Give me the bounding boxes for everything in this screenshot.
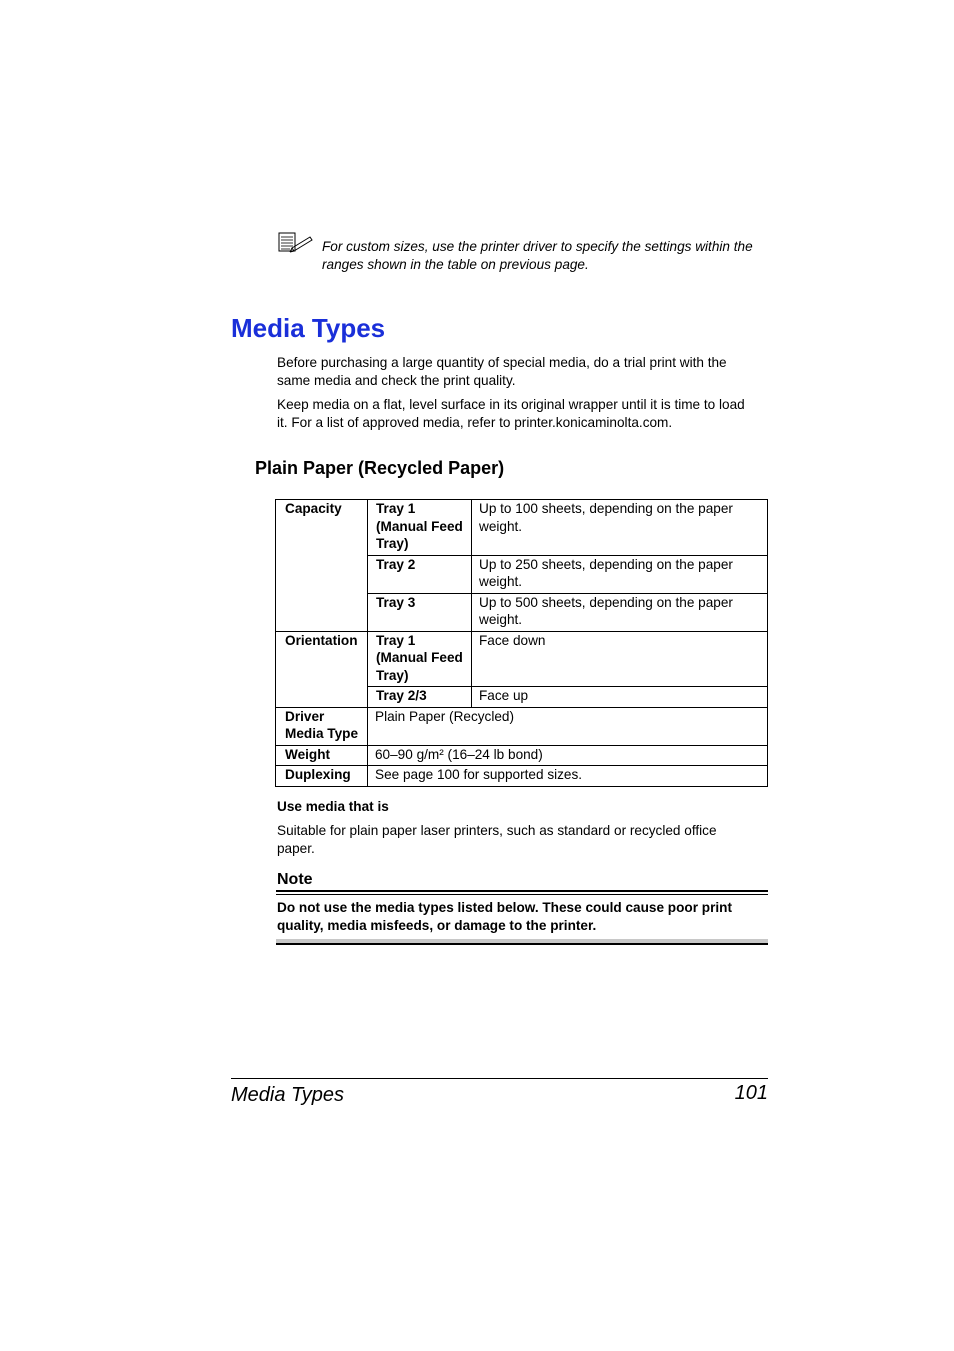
row-label-capacity: Capacity <box>276 500 368 632</box>
page-title: Media Types <box>231 313 386 343</box>
row-label-duplexing: Duplexing <box>276 766 368 787</box>
table-row <box>276 707 768 745</box>
use-media-text: Suitable for plain paper laser printers, such as standard or recycled office paper. <box>277 823 717 856</box>
page-number: 101 <box>734 1082 768 1104</box>
tray-label: Tray 3 <box>368 593 472 631</box>
driver-media-type-value: Plain Paper (Recycled) <box>368 707 768 745</box>
warning-note-text: Do not use the media types listed below. These could cause poor print quality, media misfeeds, or damage to the printer. <box>277 900 732 933</box>
tray-label: Tray 1 (Manual Feed Tray) <box>368 500 472 556</box>
tray-value: Up to 250 sheets, depending on the paper weight. <box>472 555 768 593</box>
media-spec-table <box>275 499 768 787</box>
intro-paragraph-1: Before purchasing a large quantity of special media, do a trial print with the same media and check the print quality. <box>277 355 727 388</box>
tray-label: Tray 2/3 <box>368 687 472 708</box>
table-row <box>276 631 768 687</box>
note-pencil-icon <box>278 231 314 253</box>
tray-label: Tray 2 <box>368 555 472 593</box>
divider <box>276 939 768 945</box>
footer-title: Media Types <box>231 1084 345 1106</box>
footer-divider <box>231 1078 768 1079</box>
tray-value: Up to 100 sheets, depending on the paper weight. <box>472 500 768 556</box>
section-heading: Plain Paper (Recycled Paper) <box>255 458 505 478</box>
row-label-weight: Weight <box>276 745 368 766</box>
table-row <box>276 745 768 766</box>
intro-paragraph-2: Keep media on a flat, level surface in its original wrapper until it is time to load it. For a list of approved media, refer to printer.konicaminolta.com. <box>277 397 745 430</box>
table-row <box>276 766 768 787</box>
tray-value: Face up <box>472 687 768 708</box>
tray-label: Tray 1 (Manual Feed Tray) <box>368 631 472 687</box>
row-label-orientation: Orientation <box>276 631 368 707</box>
custom-size-note: For custom sizes, use the printer driver to specify the settings within the ranges shown in the table on previous page. <box>322 239 753 272</box>
warning-note-title: Note <box>277 871 313 888</box>
tray-value: Up to 500 sheets, depending on the paper weight. <box>472 593 768 631</box>
table-row <box>276 500 768 556</box>
duplexing-value: See page 100 for supported sizes. <box>368 766 768 787</box>
use-media-heading: Use media that is <box>277 799 389 814</box>
row-label-driver-media-type: Driver Media Type <box>276 707 368 745</box>
weight-value: 60–90 g/m² (16–24 lb bond) <box>368 745 768 766</box>
warning-note <box>276 870 768 945</box>
tray-value: Face down <box>472 631 768 687</box>
